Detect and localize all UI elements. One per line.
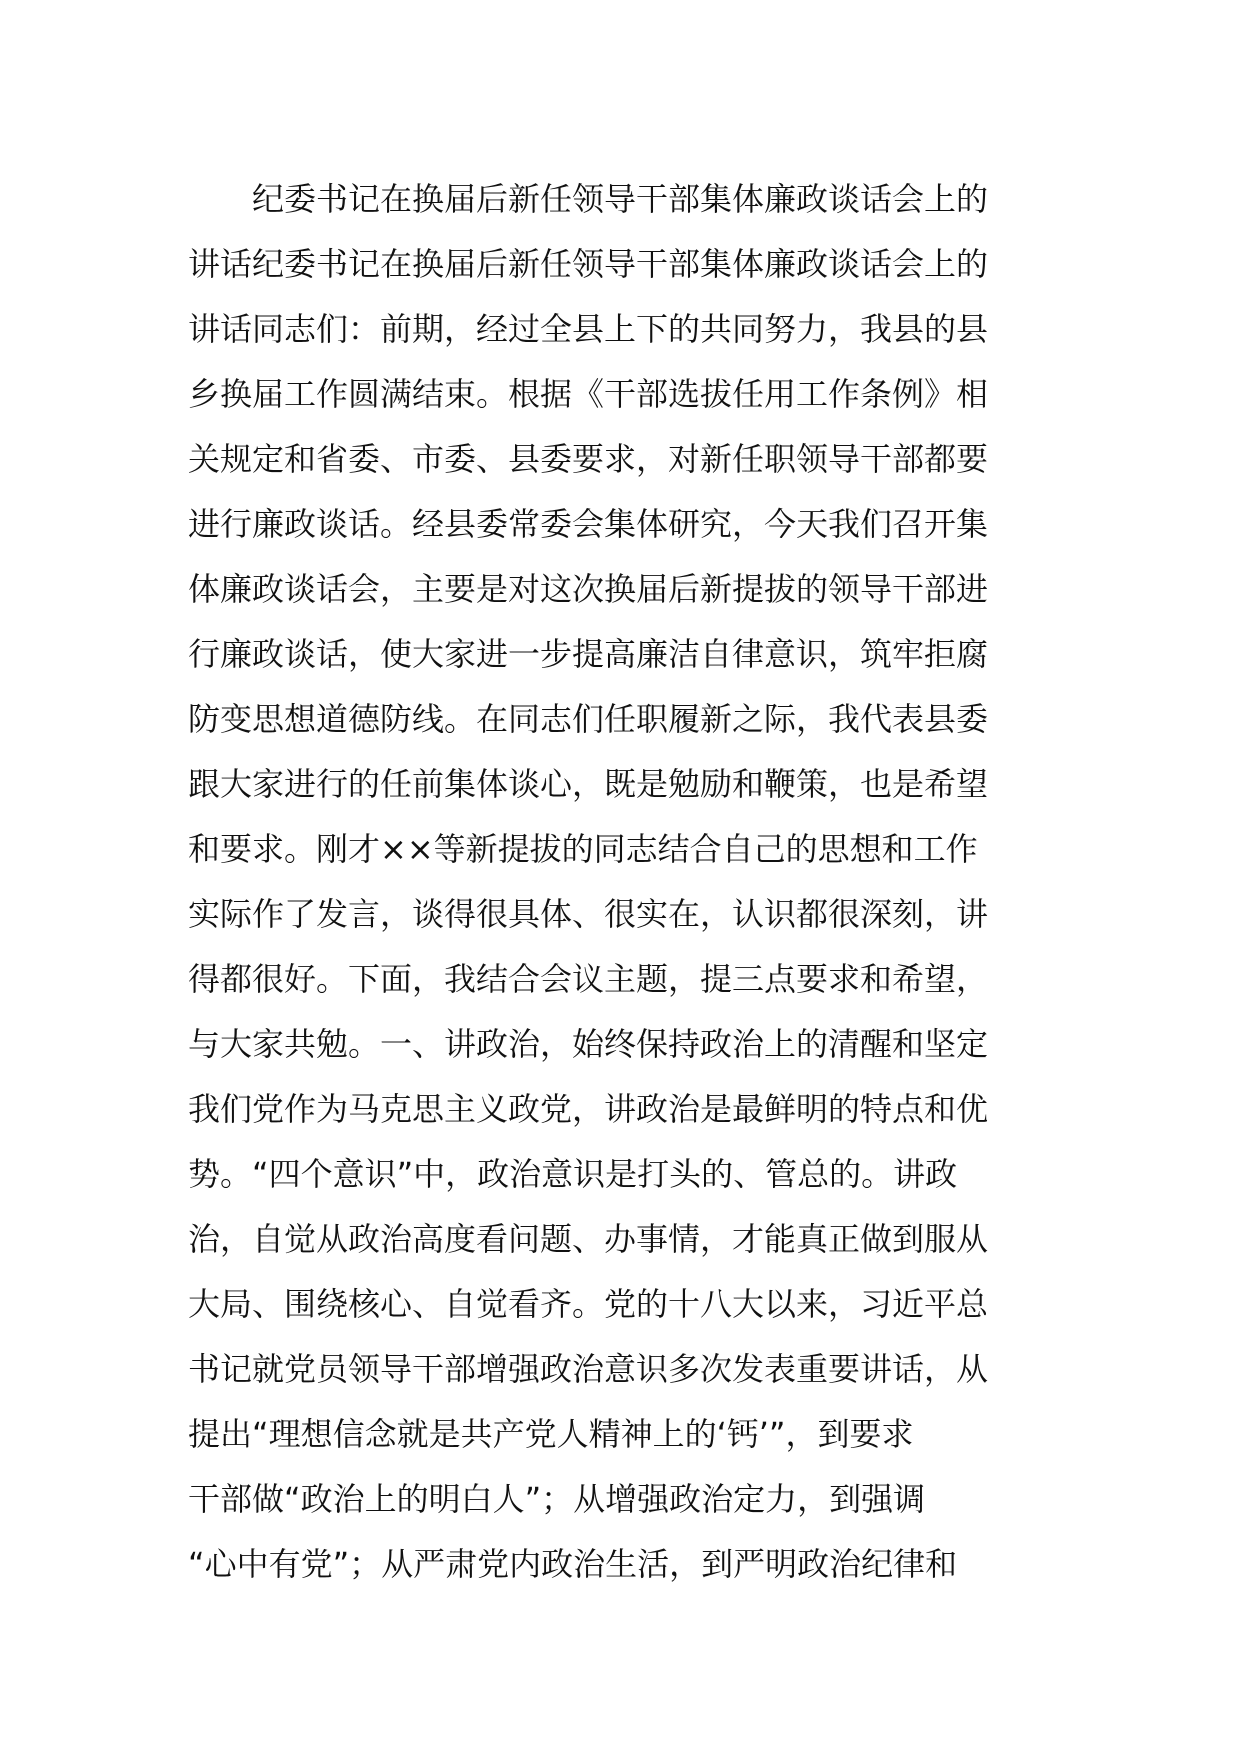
text-line: 和要求。刚才××等新提拔的同志结合自己的思想和工作 <box>188 830 978 868</box>
text-line: 治，自觉从政治高度看问题、办事情，才能真正做到服从 <box>188 1220 989 1258</box>
text-line: 讲话同志们：前期，经过全县上下的共同努力，我县的县 <box>188 310 989 348</box>
text-line: 防变思想道德防线。在同志们任职履新之际，我代表县委 <box>188 700 989 738</box>
text-line: 关规定和省委、市委、县委要求，对新任职领导干部都要 <box>188 440 989 478</box>
text-line: 跟大家进行的任前集体谈心，既是勉励和鞭策，也是希望 <box>188 765 989 803</box>
text-line: 行廉政谈话，使大家进一步提高廉洁自律意识，筑牢拒腐 <box>188 635 989 673</box>
text-line: 干部做“政治上的明白人”；从增强政治定力，到强调 <box>188 1480 926 1518</box>
text-line: “心中有党”；从严肃党内政治生活，到严明政治纪律和 <box>188 1545 958 1583</box>
text-line: 实际作了发言，谈得很具体、很实在，认识都很深刻，讲 <box>188 895 989 933</box>
text-line: 提出“理想信念就是共产党人精神上的‘钙’”，到要求 <box>188 1415 914 1453</box>
text-line: 纪委书记在换届后新任领导干部集体廉政谈话会上的 <box>252 180 989 218</box>
text-line: 体廉政谈话会，主要是对这次换届后新提拔的领导干部进 <box>188 570 989 608</box>
text-line: 我们党作为马克思主义政党，讲政治是最鲜明的特点和优 <box>188 1090 989 1128</box>
text-line: 进行廉政谈话。经县委常委会集体研究，今天我们召开集 <box>188 505 989 543</box>
text-line: 势。“四个意识”中，政治意识是打头的、管总的。讲政 <box>188 1155 958 1193</box>
text-line: 得都很好。下面，我结合会议主题，提三点要求和希望， <box>188 960 989 998</box>
body-text <box>188 167 1058 1597</box>
text-line: 乡换届工作圆满结束。根据《干部选拔任用工作条例》相 <box>188 375 989 413</box>
text-line: 书记就党员领导干部增强政治意识多次发表重要讲话，从 <box>188 1350 989 1388</box>
text-line: 大局、围绕核心、自觉看齐。党的十八大以来，习近平总 <box>188 1285 989 1323</box>
text-line: 讲话纪委书记在换届后新任领导干部集体廉政谈话会上的 <box>188 245 989 283</box>
text-line: 与大家共勉。一、讲政治，始终保持政治上的清醒和坚定 <box>188 1025 989 1063</box>
